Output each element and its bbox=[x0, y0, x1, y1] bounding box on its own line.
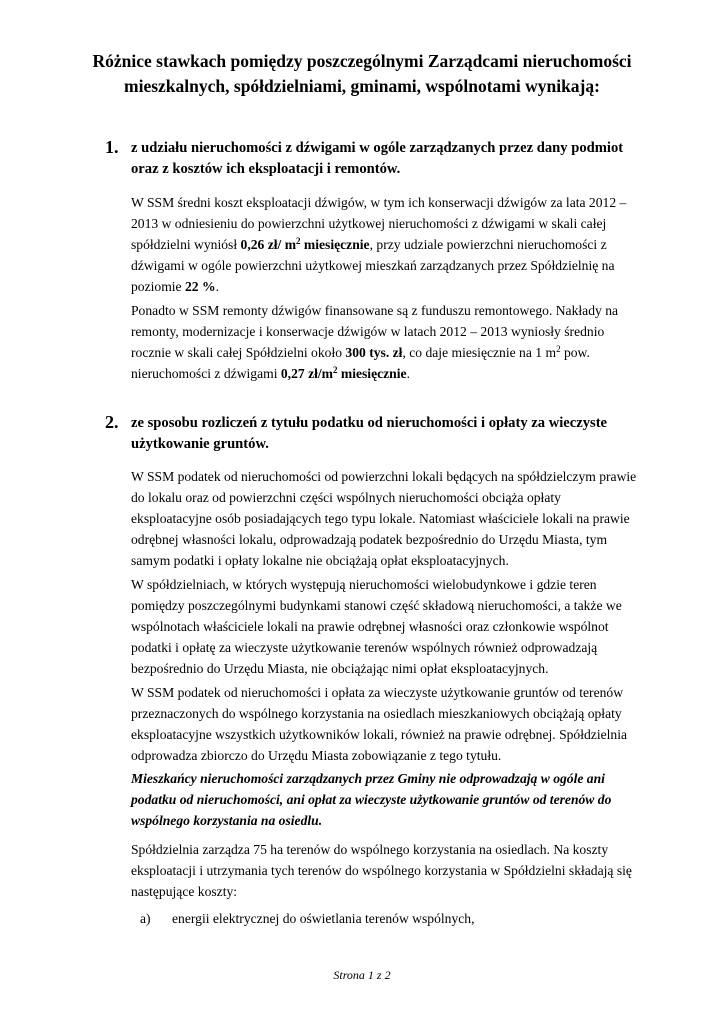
section-1-heading-line-2: oraz z kosztów ich eksploatacji i remontów. bbox=[131, 161, 401, 177]
section-1-heading bbox=[131, 138, 651, 180]
paragraph-line: W SSM średni koszt eksploatacji dźwigów, w tym ich konserwacji dźwigów za lata 2012 – bbox=[131, 195, 627, 210]
cost-value: 0,27 zł/m bbox=[280, 366, 333, 381]
paragraph-line: dźwigami w ogóle powierzchni użytkowej mieszkań zarządzanych przez Spółdzielnię na bbox=[131, 258, 615, 273]
paragraph-line: wspólnotach właściciele lokali na prawie odrębnej własności oraz członkowie wspólnot bbox=[131, 619, 609, 634]
paragraph-line: przeznaczonych do wspólnego korzystania na osiedlach mieszkaniowych obciążają opłaty bbox=[131, 706, 622, 721]
paragraph-line: odrębnej własności lokalu, odprowadzają podatek bezpośrednio do Urzędu Miasta, tym bbox=[131, 532, 608, 547]
paragraph-line: podatki i opłatę za wieczyste użytkowanie terenów wspólnych również odprowadzają bbox=[131, 640, 598, 655]
paragraph-line: Mieszkańcy nieruchomości zarządzanych przez Gminy nie odprowadzają w ogóle ani bbox=[131, 771, 605, 786]
paragraph-line: remonty, modernizacje i konserwacje dźwigów w latach 2012 – 2013 wyniosły średnio bbox=[131, 324, 605, 339]
page-title bbox=[60, 49, 664, 99]
section-2-number: 2. bbox=[105, 412, 119, 432]
paragraph-line: W spółdzielniach, w których występują nieruchomości wielobudynkowe i gdzie teren bbox=[131, 577, 597, 592]
paragraph-line: spółdzielni wyniósł 0,26 zł/ $m^2$ miesięcznie, przy udziale powierzchni nieruchomości z bbox=[131, 236, 607, 252]
paragraph-line: następujące koszty: bbox=[131, 884, 238, 899]
section-2-heading-line-2: użytkowanie gruntów. bbox=[131, 436, 269, 452]
paragraph-line: podatku od nieruchomości, ani opłat za wieczyste użytkowanie gruntów od terenów do bbox=[131, 792, 612, 807]
paragraph-line: 2013 w odniesieniu do powierzchni użytkowej nieruchomości z dźwigami w skali całej bbox=[131, 216, 607, 231]
paragraph-line: W SSM podatek od nieruchomości od powierzchni lokali będących na spółdzielczym prawie bbox=[131, 469, 637, 484]
section-2-paragraph-1 bbox=[131, 466, 671, 571]
amount-value: 300 tys. zł bbox=[345, 345, 403, 360]
paragraph-line: poziomie 22 %. bbox=[131, 279, 219, 294]
cost-value: 0,26 zł/ m bbox=[240, 237, 297, 252]
paragraph-line: Ponadto w SSM remonty dźwigów finansowane są z funduszu remontowego. Nakłady na bbox=[131, 303, 619, 318]
section-1-heading-line-1: z udziału nieruchomości z dźwigami w ogóle zarządzanych przez dany podmiot bbox=[131, 140, 624, 156]
section-2-paragraph-3 bbox=[131, 682, 671, 766]
section-2-heading-line-1: ze sposobu rozliczeń z tytułu podatku od nieruchomości i opłaty za wieczyste bbox=[131, 415, 608, 431]
list-item-text: energii elektrycznej do oświetlania terenów wspólnych, bbox=[172, 911, 475, 926]
section-1-number: 1. bbox=[105, 137, 119, 157]
section-2-emphasis-paragraph bbox=[131, 768, 671, 831]
paragraph-line: Spółdzielnia zarządza 75 ha terenów do wspólnego korzystania na osiedlach. Na koszty bbox=[131, 842, 609, 857]
paragraph-line: bezpośrednio do Urzędu Miasta, nie obciążając nimi opłat eksploatacyjnych. bbox=[131, 661, 549, 676]
paragraph-line: pomiędzy poszczególnymi budynkami stanowi część składową nieruchomości, a także we bbox=[131, 598, 622, 613]
paragraph-line: rocznie w skali całej Spółdzielni około 300 tys. zł, co daje miesięcznie na 1 $m^2$ pow. bbox=[131, 344, 590, 360]
paragraph-line: eksploatacyjne wszystkich użytkowników lokali, również na prawie odrębnej. Spółdzielnia bbox=[131, 727, 628, 742]
paragraph-line: eksploatacji i utrzymania tych terenów do wspólnego korzystania w Spółdzielni składają się bbox=[131, 863, 632, 878]
title-line-2: mieszkalnych, spółdzielniami, gminami, wspólnotami wynikają: bbox=[124, 76, 600, 96]
share-value: 22 % bbox=[184, 279, 216, 294]
title-line-1: Różnice stawkach pomiędzy poszczególnymi Zarządcami nieruchomości bbox=[92, 51, 632, 71]
section-2-paragraph-2 bbox=[131, 574, 671, 679]
list-marker: a) bbox=[140, 911, 151, 926]
paragraph-line: nieruchomości z dźwigami 0,27 $zł/m^2$ miesięcznie. bbox=[131, 365, 410, 381]
section-2-paragraph-5 bbox=[131, 839, 671, 902]
paragraph-line: odprowadza zbiorczo do Urzędu Miasta zobowiązanie z tego tytułu. bbox=[131, 748, 502, 763]
section-2-heading bbox=[131, 413, 651, 455]
paragraph-line: eksploatacyjne osób posiadających tego typu lokale. Natomiast właściciele lokali na prawie bbox=[131, 511, 630, 526]
paragraph-line: samym podatki i opłaty lokalne nie obciążają opłat eksploatacyjnych. bbox=[131, 553, 509, 568]
paragraph-line: W SSM podatek od nieruchomości i opłata za wieczyste użytkowanie gruntów od terenów bbox=[131, 685, 624, 700]
section-1-paragraph-2 bbox=[131, 300, 671, 384]
paragraph-line: do lokalu oraz od powierzchni części wspólnych nieruchomości obciąża opłaty bbox=[131, 490, 561, 505]
page-number-footer: Strona 1 z 2 bbox=[333, 968, 391, 982]
section-1-paragraph-1 bbox=[131, 192, 671, 297]
paragraph-line: wspólnego korzystania na osiedlu. bbox=[131, 813, 323, 828]
